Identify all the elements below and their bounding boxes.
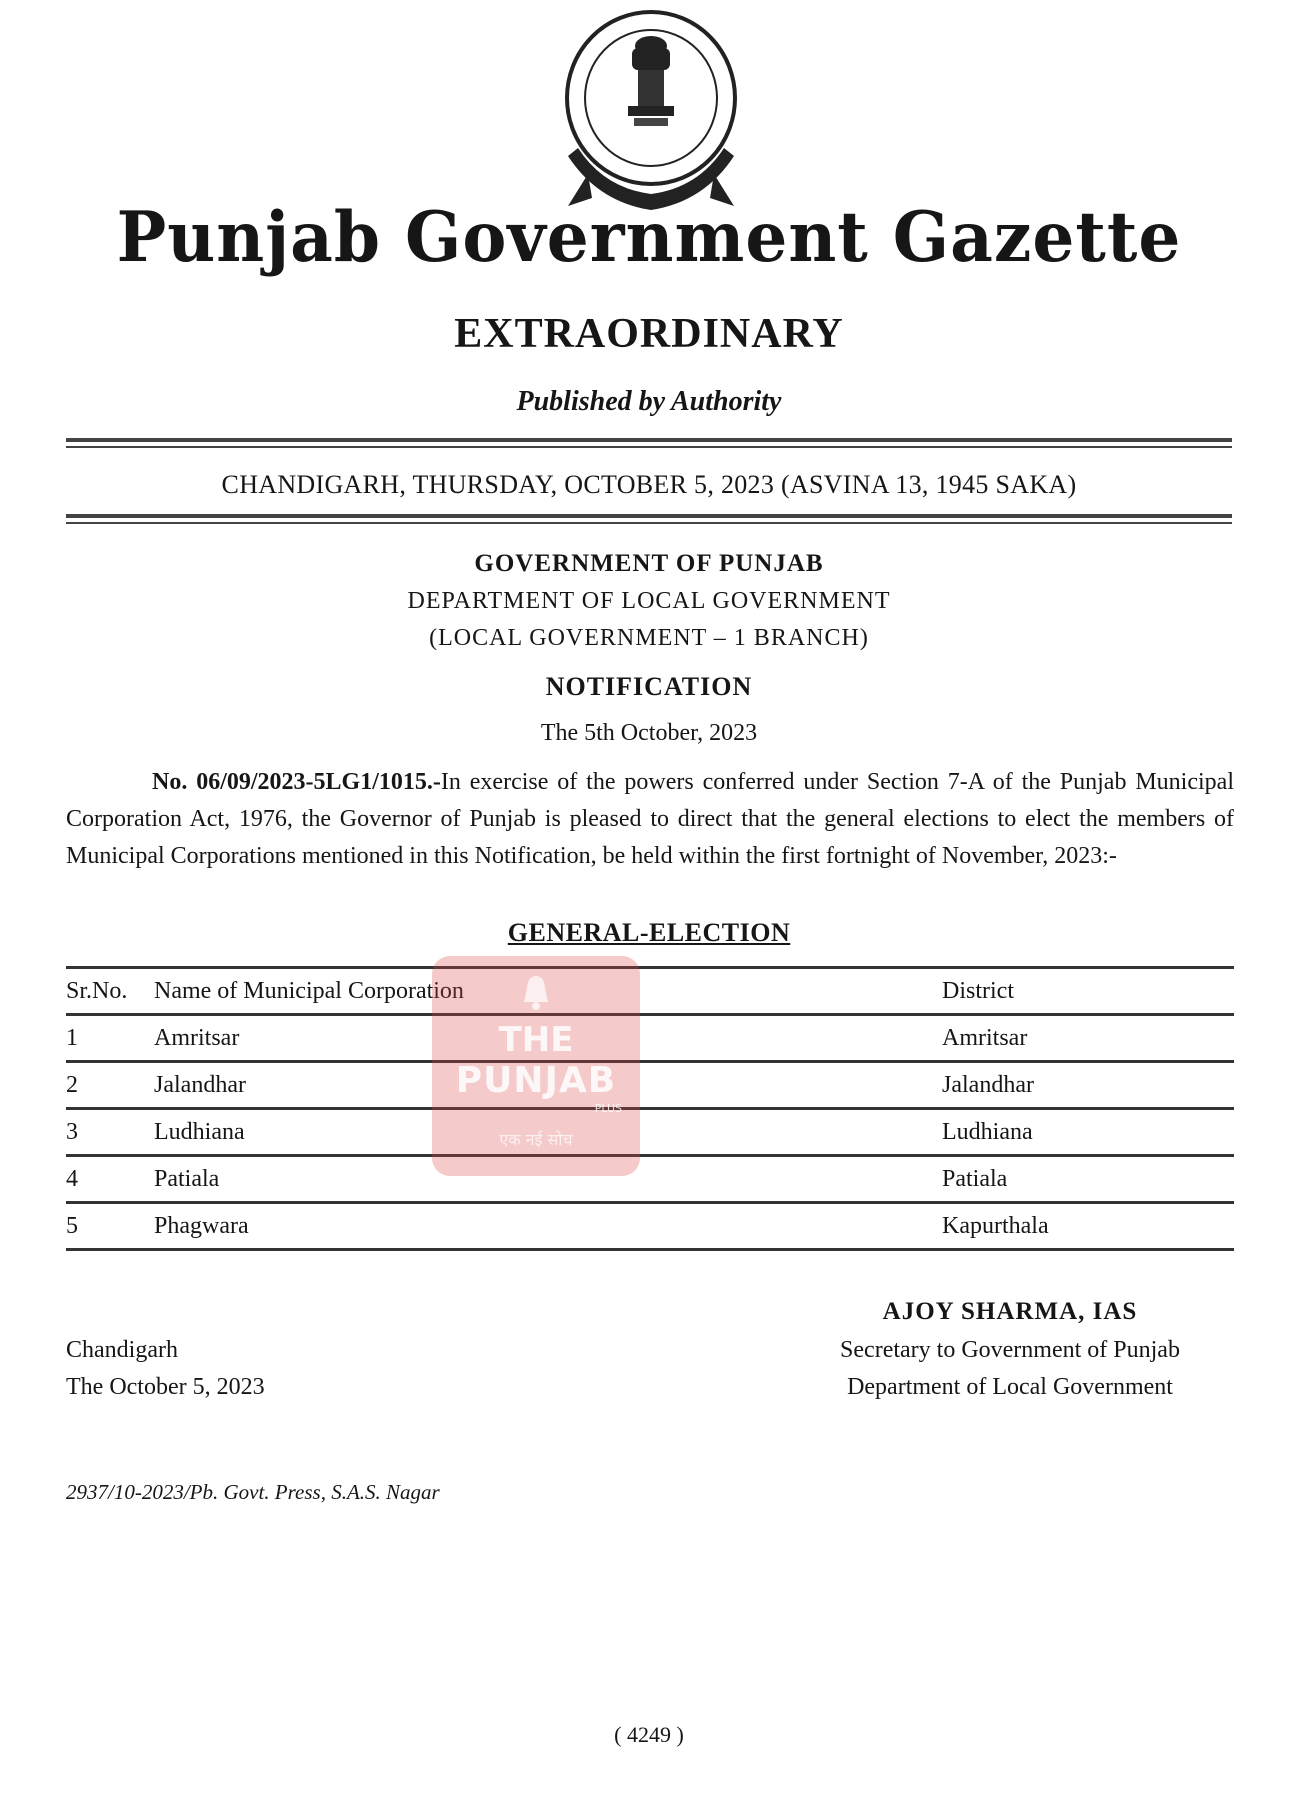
watermark-tagline: एक नई सोच xyxy=(499,1130,573,1149)
top-rule-1 xyxy=(66,438,1232,442)
cell-srno: 1 xyxy=(66,1015,154,1062)
watermark-line-2: PUNJAB xyxy=(455,1060,617,1101)
issue-date: The October 5, 2023 xyxy=(66,1374,265,1400)
page-number: ( 4249 ) xyxy=(614,1722,684,1747)
notification-body xyxy=(66,764,1234,875)
government-heading: GOVERNMENT OF PUNJAB xyxy=(474,550,824,577)
notification-text: In exercise of the powers conferred under Section 7-A of the Punjab Municipal Corporation Act, 1976, the Governor of Punjab is pleased to direct that the general elections to elect the members of Municipal Corporations mentioned in this Notification, be held within the first fortnight of November, 2023:- xyxy=(66,769,1234,869)
cell-corporation: Amritsar xyxy=(154,1015,942,1062)
notification-number: No. 06/09/2023-5LG1/1015.- xyxy=(152,769,441,795)
issue-place: Chandigarh xyxy=(66,1337,178,1363)
column-header-srno: Sr.No. xyxy=(66,968,154,1015)
bell-icon xyxy=(516,972,556,1012)
section-title: GENERAL-ELECTION xyxy=(507,918,791,947)
cell-srno: 2 xyxy=(66,1062,154,1109)
cell-district: Ludhiana xyxy=(942,1109,1234,1156)
state-emblem-seal-icon xyxy=(558,6,744,220)
department-heading: DEPARTMENT OF LOCAL GOVERNMENT xyxy=(407,588,891,614)
press-imprint: 2937/10-2023/Pb. Govt. Press, S.A.S. Nagar xyxy=(66,1480,440,1504)
table-row xyxy=(66,1203,1234,1250)
cell-corporation: Jalandhar xyxy=(154,1062,942,1109)
edition-label: EXTRAORDINARY xyxy=(454,311,844,357)
the-punjab-plus-watermark xyxy=(432,956,640,1176)
table-row xyxy=(66,1015,1234,1062)
watermark-line-1: THE xyxy=(498,1020,574,1060)
cell-district: Amritsar xyxy=(942,1015,1234,1062)
gazette-masthead-title: Punjab Government Gazette xyxy=(116,196,1182,278)
cell-srno: 4 xyxy=(66,1156,154,1203)
watermark-line-3: PLUS xyxy=(594,1102,622,1115)
notification-heading: NOTIFICATION xyxy=(545,672,753,701)
notification-date: The 5th October, 2023 xyxy=(540,720,758,746)
date-rule-2 xyxy=(66,522,1232,524)
cell-srno: 3 xyxy=(66,1109,154,1156)
cell-corporation: Ludhiana xyxy=(154,1109,942,1156)
column-header-district: District xyxy=(942,968,1234,1015)
branch-heading: (LOCAL GOVERNMENT – 1 BRANCH) xyxy=(429,625,869,651)
date-rule-1 xyxy=(66,514,1232,518)
cell-district: Jalandhar xyxy=(942,1062,1234,1109)
table-row xyxy=(66,1062,1234,1109)
table-row xyxy=(66,1109,1234,1156)
cell-district: Patiala xyxy=(942,1156,1234,1203)
cell-srno: 5 xyxy=(66,1203,154,1250)
top-rule-2 xyxy=(66,446,1232,448)
table-row xyxy=(66,1156,1234,1203)
cell-corporation: Patiala xyxy=(154,1156,942,1203)
signatory-department: Department of Local Government xyxy=(847,1374,1173,1400)
dateline: CHANDIGARH, THURSDAY, OCTOBER 5, 2023 (ASVINA 13, 1945 SAKA) xyxy=(221,470,1077,499)
table-header-row xyxy=(66,968,1234,1015)
signatory-designation: Secretary to Government of Punjab xyxy=(840,1337,1180,1363)
cell-corporation: Phagwara xyxy=(154,1203,942,1250)
corporation-table xyxy=(66,966,1234,1251)
published-by-label: Published by Authority xyxy=(516,386,782,417)
column-header-corporation: Name of Municipal Corporation xyxy=(154,968,942,1015)
cell-district: Kapurthala xyxy=(942,1203,1234,1250)
signatory-name: AJOY SHARMA, IAS xyxy=(882,1298,1138,1325)
